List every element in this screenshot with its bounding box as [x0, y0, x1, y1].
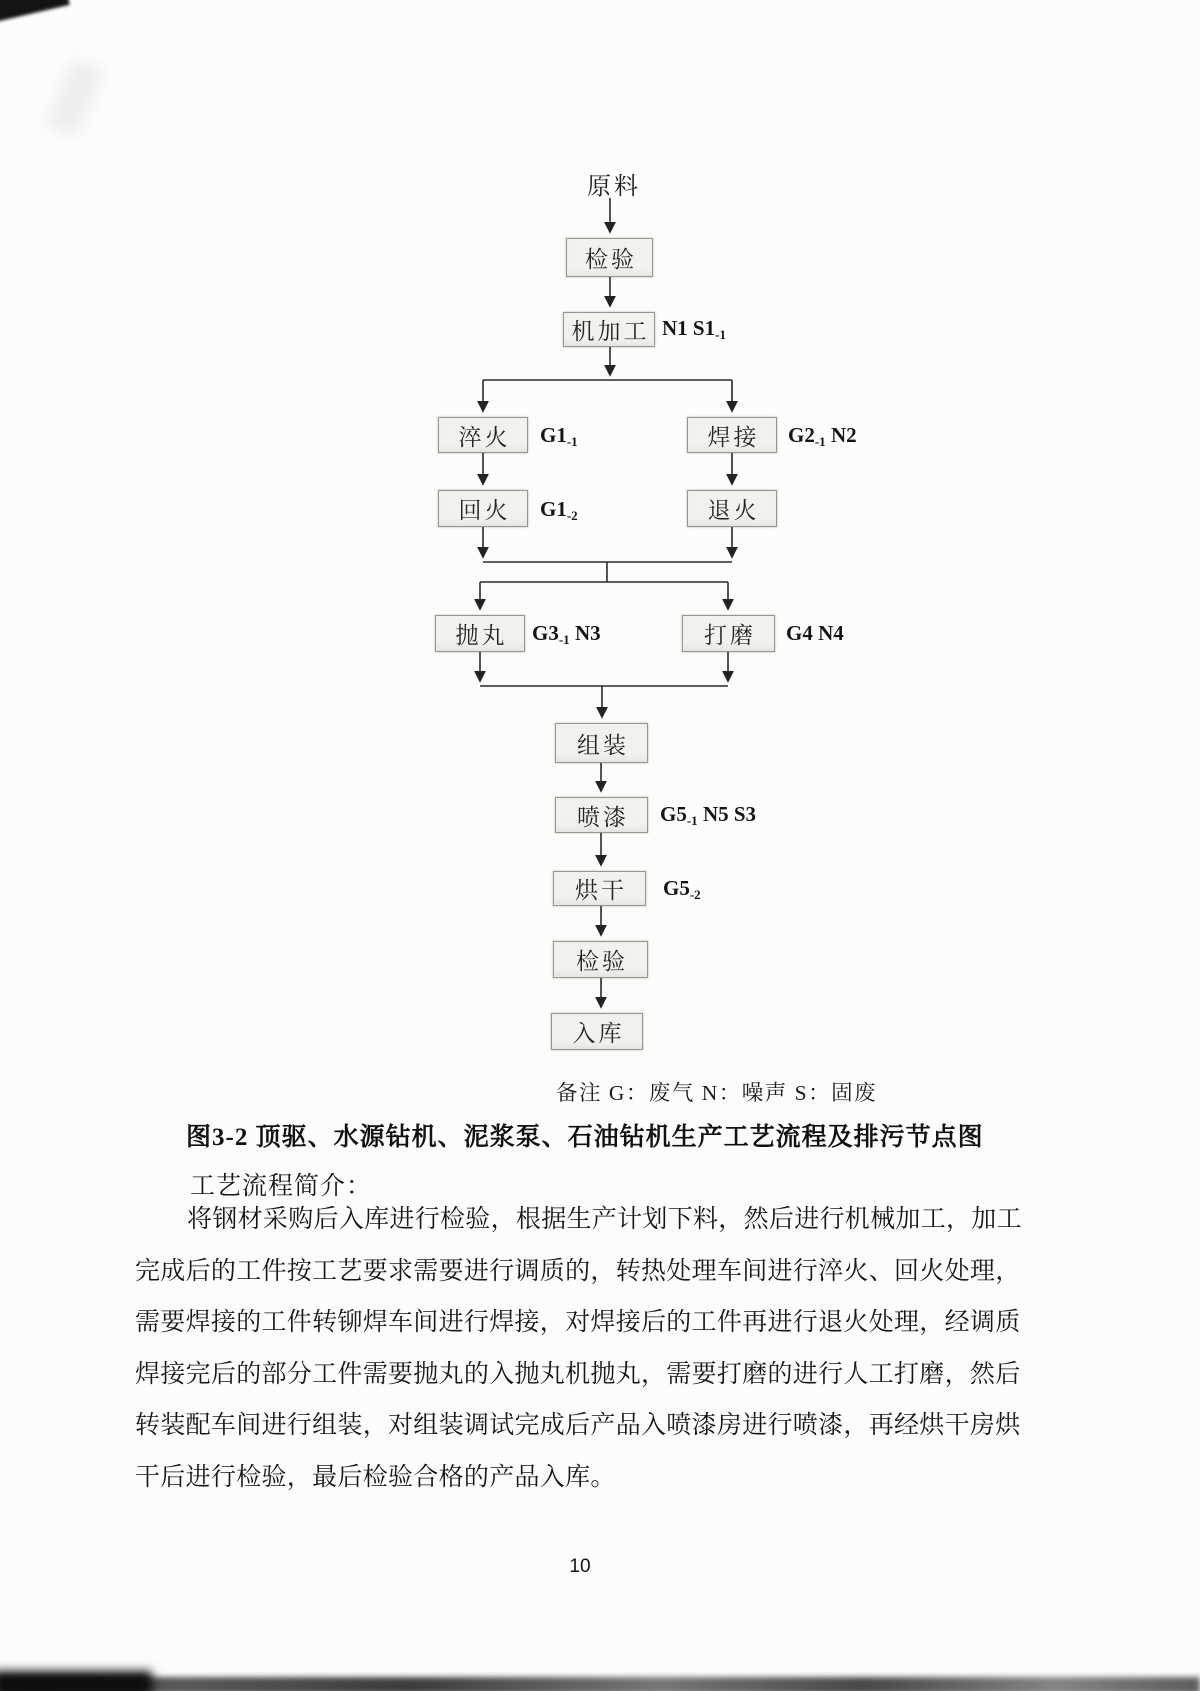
flow-node-tempering: 回火	[438, 490, 528, 527]
figure-caption: 图3-2 顶驱、水源钻机、泥浆泵、石油钻机生产工艺流程及排污节点图	[186, 1124, 984, 1151]
flow-node-annealing: 退火	[687, 490, 777, 527]
flow-node-inspection-1: 检验	[566, 238, 653, 277]
flow-node-warehousing: 入库	[551, 1013, 643, 1050]
pollutant-label-grinding: G4 N4	[786, 621, 844, 645]
scan-corner-artifact	[0, 0, 70, 25]
pollutant-label-welding: $G2_{-1}$ N2	[788, 423, 857, 449]
flow-node-drying: 烘干	[553, 871, 646, 906]
pollutant-label-machining: N1 $S1_{-1}$	[662, 316, 726, 342]
paragraph-line: 将钢材采购后入库进行检验，根据生产计划下料，然后进行机械加工，加工	[187, 1206, 1022, 1233]
paragraph-line: 焊接完后的部分工件需要抛丸的入抛丸机抛丸，需要打磨的进行人工打磨，然后	[135, 1360, 1021, 1388]
flowchart-legend-note: 备注 G：废气 N：噪声 S：固废	[556, 1081, 878, 1105]
flow-node-machining: 机加工	[563, 312, 655, 347]
paragraph-line: 转装配车间进行组装，对组装调试完成后产品入喷漆房进行喷漆，再经烘干房烘	[135, 1412, 1021, 1439]
pollutant-label-quenching: $G1_{-1}$	[540, 423, 578, 449]
flow-node-quenching: 淬火	[438, 417, 528, 453]
scan-smudge-artifact	[45, 58, 105, 138]
flow-node-welding: 焊接	[687, 417, 777, 453]
pollutant-label-painting: $G5_{-1}$ N5 S3	[660, 802, 757, 828]
process-description-paragraph	[135, 1194, 1020, 1503]
paragraph-line: 完成后的工件按工艺要求需要进行调质的，转热处理车间进行淬火、回火处理，	[135, 1257, 1021, 1285]
paragraph-line: 干后进行检验，最后检验合格的产品入库。	[135, 1463, 616, 1491]
paragraph-line: 需要焊接的工件转铆焊车间进行焊接，对焊接后的工件再进行退火处理，经调质	[135, 1309, 1021, 1336]
flow-node-grinding: 打磨	[682, 615, 775, 652]
flow-node-painting: 喷漆	[555, 797, 648, 833]
flow-start-raw-material: 原料	[587, 174, 641, 200]
pollutant-label-shot-blasting: $G3_{-1}$ N3	[532, 621, 601, 647]
page-number: 10	[569, 1556, 591, 1577]
scan-bottom-edge-artifact	[0, 1677, 1200, 1691]
process-intro-heading: 工艺流程简介：	[190, 1173, 373, 1200]
flow-node-shot-blasting: 抛丸	[435, 615, 525, 652]
pollutant-label-tempering: $G1_{-2}$	[540, 497, 578, 523]
flow-node-inspection-2: 检验	[553, 941, 648, 978]
scan-bottom-left-artifact	[0, 1671, 152, 1691]
pollutant-label-drying: $G5_{-2}$	[663, 876, 701, 902]
flow-node-assembly: 组装	[555, 723, 648, 763]
